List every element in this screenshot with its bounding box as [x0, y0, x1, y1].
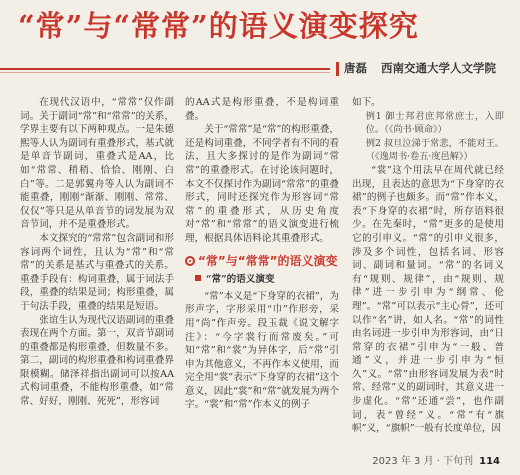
target-bullet-icon: [185, 256, 195, 266]
paragraph: 本文探究的“常常”包含副词和形容词两个词性，且认为“常”和“常常”的关系是基式与重叠式的关系。重叠手段有：构词重叠，属于词法手段，重叠的结果是词；构形重叠，属于句法手段，重叠的结果是短语。: [20, 232, 174, 312]
paragraph: 张谊生认为现代汉语副词的重叠表现在两个方面。第一，双音节副词的重叠都是构形重叠，但数量不多。第二，副词的构形重叠和构词重叠界限模糊。储泽祥指出副词可以按AA式构词重叠，不能构形重叠，如“常常、好好，刚刚、死死”，形容词: [20, 314, 174, 408]
title-rule-thick: [0, 68, 330, 70]
paragraph: 如下。: [352, 97, 381, 108]
byline: [344, 60, 496, 76]
subsection-heading-text: “常”的语义演变: [206, 274, 275, 286]
article-title: “常”与“常常”的语义演变探究: [18, 9, 419, 43]
author-marker: [336, 62, 339, 76]
paragraph: 在现代汉语中，“常常”仅作副词。关于副词“常”和“常常”的关系，学界主要有以下两种观点。一是朱德熙等人认为副词有重叠形式，基式就是单音节副词，重叠式是AA，比如“常常、稍稍、恰恰、刚刚、白白”等。二是郭翼舟等人认为副词不能重叠，刚刚“渐渐、刚刚、常常、仅仅”等只是从单音节的词发展为双音节词，并不是重叠形式。: [20, 97, 174, 231]
square-bullet-icon: [195, 275, 201, 281]
section-heading-text: “常”与“常常”的语义演变: [198, 253, 338, 268]
section-heading: [185, 255, 339, 269]
title-rule-thin: [0, 72, 330, 73]
column-1: [20, 96, 174, 409]
example-quote: 例2 叔旦泣涕于常悲，不能对王。（《逸周书·卷五·度邑解》）: [365, 137, 504, 163]
page-number: 114: [479, 456, 500, 467]
paragraph: 关于“常常”是“常”的构形重叠，还是构词重叠，不同学者有不同的看法，且大多探讨的是作为副词“常常”的重叠形式。在讨论该问题时，本文不仅探讨作为副词“常常”的重叠形式，同时还探究作为形容词“常常”的重叠形式，从历史角度对“常”和“常常”的语义演变进行梳理，根据具体语料论其重叠形式。: [185, 124, 339, 244]
paragraph: “裳”这个用法早在周代就已经出现，且表达的意思为“下身穿的衣裙”的例子也颇多。而“常”作本义，表“下身穿的衣裙”时，所存语料很少。在先秦时，“常”更多的是使用它的引申义。“常”的引申义很多，涉及多个词性，包括名词、形容词、副词和量词。“常”的名词义有“规则、规律”，由“规则、规律”进一步引申为“纲常、伦理”。“常”可以表示“主心骨”，还可以作“名”讲，如人名。“常”的词性由名词进一步引申为形容词，由“日常穿的衣裙”引申为“一般、普通”义，并进一步引申为“恒久”义。“常”由形容词发展为表“时常、经常”义的副词时，其意义进一步虚化。“常”还通“尝”，也作副词，表“曾经”义。“常”有“旗帜”义，“旗帜”一般有长度单位，因: [352, 164, 504, 435]
page-footer: [372, 452, 500, 467]
column-2: [185, 96, 339, 412]
author-affiliation: 西南交通大学人文学院: [381, 61, 497, 75]
paragraph: “常”本义是“下身穿的衣裙”，为形声字，字形采用“巾”作形旁，采用“尚”作声旁。段玉裁《说文解字注》：“今字裳行而常废矣。”可知“常”和“裳”为异体字，后“常”引申为其他意义，不再作本义使用，而完全用“裳”表示“下身穿的衣裙”这个意义，因此“裳”和“常”就发展为两个字。“裳”和“常”作本义的例子: [185, 290, 339, 411]
paragraph: 的AA式是构形重叠，不是构词重叠。: [185, 97, 339, 122]
example-quote: 例1 御士邦君庶邦常庶士，入即位。（《尚书·顾命》）: [365, 110, 504, 136]
author-name: 唐磊: [344, 61, 367, 75]
subsection-heading: [185, 273, 339, 287]
issue-label: 2023 年 3 月 · 下旬刊: [372, 456, 474, 467]
column-3: [352, 96, 504, 436]
